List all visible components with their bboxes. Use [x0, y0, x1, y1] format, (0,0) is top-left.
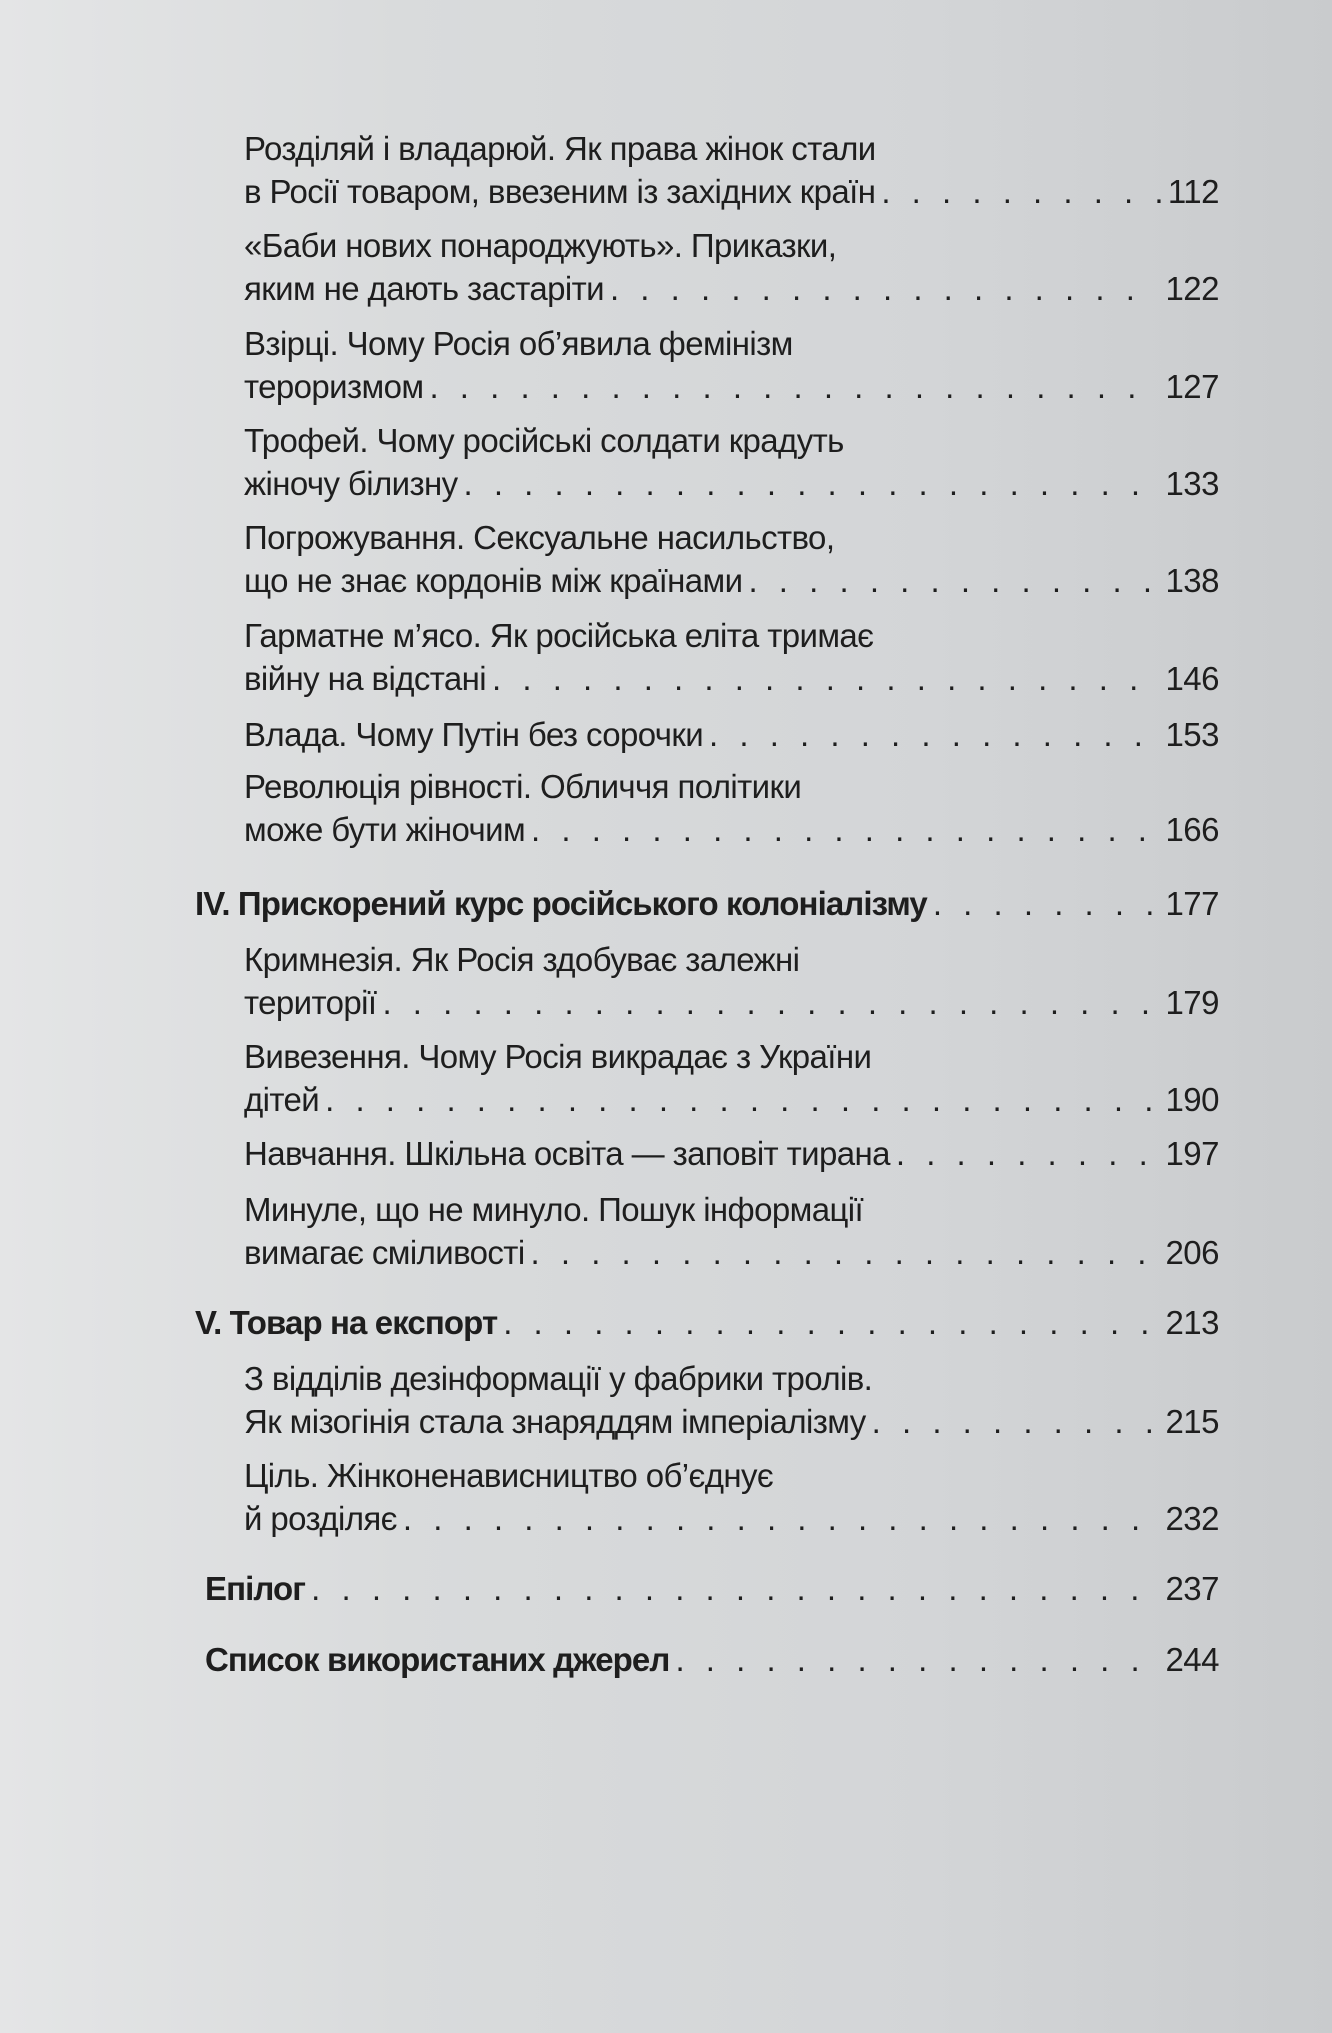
- toc-entry: [244, 938, 1219, 1024]
- page-number: 237: [1165, 1570, 1219, 1607]
- entry-title-line: Вивезення. Чому Росія викрадає з України: [244, 1038, 872, 1075]
- page-number: 179: [1165, 984, 1219, 1021]
- dot-leader: [503, 1301, 1159, 1344]
- toc-entry: [244, 1035, 1219, 1121]
- entry-title-line: дітей: [244, 1081, 320, 1118]
- toc-entry: [244, 127, 1219, 213]
- toc-section-heading: [195, 1301, 1219, 1344]
- page-number: 138: [1165, 562, 1219, 599]
- page-number: 153: [1165, 716, 1219, 753]
- section-title: IV. Прискорений курс російського колоніалізму: [195, 885, 927, 922]
- page-number: 146: [1165, 660, 1219, 697]
- toc-entry: [244, 765, 1219, 851]
- entry-title-line: війну на відстані: [244, 660, 487, 697]
- entry-title-line: Кримнезія. Як Росія здобуває залежні: [244, 941, 800, 978]
- entry-title-line: й розділяє: [244, 1500, 397, 1537]
- entry-title-line: Трофей. Чому російські солдати крадуть: [244, 422, 844, 459]
- page-number: 177: [1165, 885, 1219, 922]
- dot-leader: [748, 559, 1159, 602]
- dot-leader: [610, 267, 1159, 310]
- toc-top-entry: [205, 1638, 1219, 1681]
- page-number: 190: [1165, 1081, 1219, 1118]
- entry-title-line: З відділів дезінформації у фабрики тролів.: [244, 1360, 873, 1397]
- page-number: 197: [1165, 1135, 1219, 1172]
- toc-top-entry: [205, 1567, 1219, 1610]
- entry-title-line: що не знає кордонів між країнами: [244, 562, 743, 599]
- entry-title-line: Навчання. Шкільна освіта — заповіт тирана: [244, 1135, 890, 1172]
- dot-leader: [881, 170, 1162, 213]
- entry-title-line: Погрожування. Сексуальне насильство,: [244, 519, 835, 556]
- section-title: Епілог: [205, 1570, 306, 1607]
- entry-title-line: Як мізогінія стала знаряддям імперіалізму: [244, 1403, 866, 1440]
- dot-leader: [531, 808, 1159, 851]
- dot-leader: [429, 365, 1159, 408]
- dot-leader: [531, 1231, 1160, 1274]
- entry-title-line: Розділяй і владарюй. Як права жінок стали: [244, 130, 876, 167]
- dot-leader: [382, 981, 1159, 1024]
- dot-leader: [403, 1497, 1160, 1540]
- dot-leader: [675, 1638, 1159, 1681]
- page-number: 133: [1165, 465, 1219, 502]
- entry-title-line: вимагає сміливості: [244, 1234, 525, 1271]
- toc-entry: [244, 224, 1219, 310]
- entry-title-line: Минуле, що не минуло. Пошук інформації: [244, 1191, 864, 1228]
- page-number: 122: [1165, 270, 1219, 307]
- page-number: 213: [1165, 1304, 1219, 1341]
- entry-title-line: жіночу білизну: [244, 465, 458, 502]
- entry-title-line: території: [244, 984, 377, 1021]
- dot-leader: [311, 1567, 1159, 1610]
- toc-entry: [244, 1132, 1219, 1175]
- dot-leader: [464, 462, 1160, 505]
- entry-title-line: Влада. Чому Путін без сорочки: [244, 716, 704, 753]
- toc-entry: [244, 713, 1219, 756]
- page-number: 166: [1165, 811, 1219, 848]
- section-title: V. Товар на експорт: [195, 1304, 498, 1341]
- toc-entry: [244, 614, 1219, 700]
- page-number: 127: [1165, 368, 1219, 405]
- dot-leader: [896, 1132, 1160, 1175]
- page-number: 232: [1165, 1500, 1219, 1537]
- section-title: Список використаних джерел: [205, 1641, 670, 1678]
- toc-entry: [244, 322, 1219, 408]
- entry-title-line: Ціль. Жінконенависництво об’єднує: [244, 1457, 774, 1494]
- dot-leader: [492, 657, 1159, 700]
- entry-title-line: яким не дають застаріти: [244, 270, 604, 307]
- page-number: 215: [1165, 1403, 1219, 1440]
- dot-leader: [325, 1078, 1159, 1121]
- page-number: 112: [1167, 173, 1219, 210]
- dot-leader: [872, 1400, 1160, 1443]
- dot-leader: [709, 713, 1159, 756]
- toc-entry: [244, 1357, 1219, 1443]
- page-number: 206: [1165, 1234, 1219, 1271]
- toc-entry: [244, 516, 1219, 602]
- entry-title-line: тероризмом: [244, 368, 424, 405]
- entry-title-line: Революція рівності. Обличчя політики: [244, 768, 802, 805]
- entry-title-line: «Баби нових понароджують». Приказки,: [244, 227, 837, 264]
- entry-title-line: Взірці. Чому Росія об’явила фемінізм: [244, 325, 793, 362]
- entry-title-line: може бути жіночим: [244, 811, 526, 848]
- entry-title-line: Гарматне м’ясо. Як російська еліта тримає: [244, 617, 874, 654]
- toc-entry: [244, 1188, 1219, 1274]
- toc-entry: [244, 419, 1219, 505]
- page-number: 244: [1165, 1641, 1219, 1678]
- toc-entry: [244, 1454, 1219, 1540]
- dot-leader: [933, 882, 1160, 925]
- toc-section-heading: [195, 882, 1219, 925]
- entry-title-line: в Росії товаром, ввезеним із західних країн: [244, 173, 876, 210]
